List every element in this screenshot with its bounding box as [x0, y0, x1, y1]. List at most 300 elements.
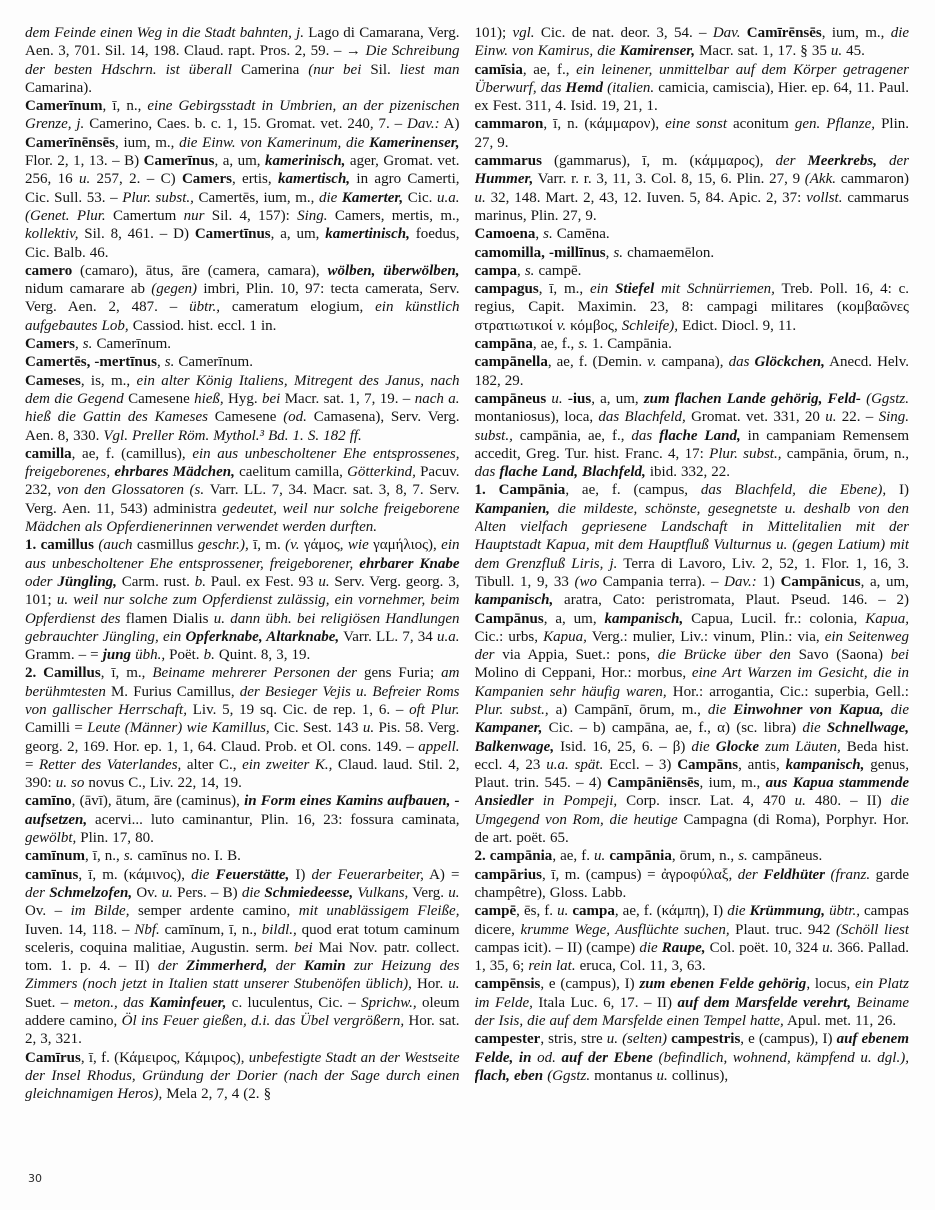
text-run: cammaron) [836, 171, 909, 188]
text-run: Plaut. truc. 942 [729, 921, 836, 938]
text-run: od. [531, 1049, 562, 1066]
text-run: Sil. 8, 461. – D) [78, 226, 195, 243]
text-run: Camerīnum [25, 98, 103, 115]
text-run: Stiefel [615, 281, 655, 298]
text-run: Beiname mehrerer Personen der [152, 665, 364, 682]
text-run: campa [572, 903, 615, 920]
text-run: bei [294, 939, 313, 956]
text-run: ein [589, 281, 616, 298]
text-run: , a, um, [543, 610, 605, 627]
text-run: garde champêtre), Gloss. Labb. [474, 866, 909, 901]
text-run: cammaron [474, 116, 544, 133]
text-run: s. [524, 262, 535, 279]
text-run: camīnus no. I. B. [133, 848, 241, 865]
text-run: eine Art Warzen im Gesicht, die in Kampanien sehr häufig waren, [474, 665, 909, 700]
text-run: Beiname der Isis, die auf dem Marsfelde einen Tempel hatte, [474, 994, 909, 1030]
text-run: nur [183, 207, 212, 224]
text-run: 1. camillus [25, 537, 94, 554]
text-run: gedeutet, weil nur solche freigeborene Mädchen als Opferdienerinnen verwendet werden durften. [25, 500, 460, 536]
text-run: 480. – II) [805, 793, 891, 810]
text-run: der [877, 153, 909, 170]
text-run: campestris [671, 1031, 741, 1048]
text-run: Camers, mertis, m., [327, 207, 460, 224]
text-run: , [535, 226, 544, 243]
text-run: s. [613, 244, 624, 261]
text-run: (wo [574, 573, 603, 590]
text-run: cammarus marinus, Plin. 27, 9. [474, 189, 909, 224]
text-run: (italien. [607, 79, 655, 96]
dictionary-entry [475, 280, 910, 335]
text-run: dem Feinde einen Weg in die Stadt bahnten, j. [25, 25, 309, 41]
dictionary-entry [475, 115, 910, 152]
text-run: Camertēs, -mertīnus [25, 354, 157, 371]
text-run: Mai Nov. patr. collect. tom. 1. p. 4. – II) [25, 939, 460, 975]
dictionary-entry [475, 1030, 910, 1085]
text-run: das [728, 354, 755, 371]
text-run: , e (campus), I) [540, 976, 640, 993]
text-run: Opferknabe, Altarknabe, [185, 628, 340, 645]
text-run: montaniosus), loca, [474, 409, 599, 426]
text-run: Kapua, [865, 610, 909, 627]
dictionary-entry [475, 481, 910, 847]
text-run: Pis. 58. Verg. georg. 2, 169. Hor. ep. 1, 1, 64. Claud. Prob. et Ol. cons. 149. – [25, 720, 460, 755]
text-run: , ae, f., [532, 336, 579, 353]
text-run: appell. [418, 738, 460, 755]
text-run: γαμήλιος), [373, 537, 442, 554]
text-run: zum flachen Lande gehörig, Feld- [643, 390, 861, 407]
text-run: hieß, [194, 390, 224, 407]
text-run: , ēs, f. [516, 903, 558, 920]
text-run: campa [474, 262, 517, 279]
text-run: Camesene [128, 390, 195, 407]
text-run: Varr. LL. 7, 34 [339, 628, 437, 645]
text-run: Camerīnēnsēs [25, 134, 115, 151]
text-run: genus, Plaut. trin. 545. – 4) [474, 756, 909, 792]
text-run: camīnum [25, 848, 85, 865]
text-run: 1) [756, 573, 781, 590]
dictionary-entry [475, 866, 910, 903]
text-run: Campagna (di Roma), Porphyr. Hor. de art. poët. 65. [474, 811, 909, 847]
text-run: , ī, n. (κάμμαρον), [543, 116, 666, 133]
text-run: , ī, n., [102, 98, 148, 115]
dictionary-entry [475, 61, 910, 116]
text-run: ein leinener, unmittelbar auf dem Körper getragener Überwurf, das [474, 61, 909, 96]
text-run: , ī, m., [538, 281, 590, 298]
text-run: ibid. 332, 22. [645, 464, 731, 481]
text-run: die [707, 701, 734, 718]
text-run: A) = [423, 866, 460, 883]
text-run: bei [890, 647, 909, 664]
right-column [475, 24, 910, 1164]
text-run: Plur. subst., [122, 189, 194, 206]
text-run: mit unablässigem Fleiße, [298, 903, 460, 920]
text-run: Schnellwage, Balkenwage, [474, 720, 909, 755]
text-run: auf ebenem Felde, in [474, 1031, 909, 1066]
dictionary-entry [25, 353, 460, 371]
text-run: Camerīnus [143, 153, 215, 170]
text-run: die [727, 903, 750, 920]
text-run: Dav. [712, 25, 741, 41]
text-run: , e (campus), I) [740, 1031, 837, 1048]
text-run: Vulkans, [357, 884, 409, 901]
text-run: Sil. 4, 157): [211, 207, 298, 224]
text-run: Retter des Vaterlandes, [39, 756, 182, 773]
text-run: der [737, 866, 764, 883]
text-run: Kampanien, [474, 500, 550, 517]
text-run: Treb. Poll. 16, 4: c. regius, Capit. Maximin. 23, 8: campagi militares (κομβαῶνες στρατιωτικοί [474, 281, 909, 334]
text-run: Hyg. [223, 390, 263, 407]
text-run: , ium, m., [115, 134, 180, 151]
text-run: Camēna. [552, 226, 610, 243]
text-run: die [191, 866, 216, 883]
text-run: Campania terra). – [602, 573, 725, 590]
text-run: -ius [567, 390, 592, 407]
text-run: wie [347, 537, 374, 554]
text-run: Poët. [165, 647, 204, 664]
text-run: flache Land, [659, 427, 741, 444]
text-run: Camasena), Serv. Verg. Aen. 8, 330. [25, 409, 460, 444]
text-run: u. dann übh. bei religiösen Handlungen gebrauchter Jüngling, ein [25, 610, 460, 645]
text-run: montanus [590, 1067, 657, 1084]
text-run: cameratum elogium, [219, 299, 376, 316]
text-run: flamen Dialis [125, 610, 214, 627]
dictionary-entry [25, 536, 460, 664]
dictionary-entry [475, 335, 910, 353]
dictionary-entry [25, 335, 460, 353]
text-run: campagus [474, 281, 539, 298]
text-run: die [802, 720, 827, 737]
text-run: u. [794, 793, 806, 810]
text-run: nach a. hieß die Gattin des Kameses [25, 390, 460, 426]
text-run: , ae, f. [552, 848, 595, 865]
text-run: M. Furius Camillus, [110, 683, 240, 700]
text-run: , ae, f. (campus, [565, 482, 701, 499]
text-run: Campānicus [780, 573, 861, 590]
text-run: Camīrus [25, 1049, 81, 1066]
text-run: campārius [474, 866, 542, 883]
text-run: Pacuv. 232, [25, 464, 460, 499]
text-run: u. [318, 573, 330, 590]
text-run: Terra di Lavoro, Liv. 2, 52, 1. Flor. 1, 16, 3. Tibull. 1, 9, 33 [474, 555, 909, 590]
text-run: v. [556, 317, 567, 334]
text-run: collinus), [667, 1067, 729, 1084]
text-run: = [25, 756, 39, 773]
text-run: Savo (Saona) [798, 647, 891, 664]
text-run: ager, Gromat. vet. 256, 16 [25, 153, 460, 188]
text-run: eruca, Col. 11, 3, 63. [575, 958, 706, 975]
text-run: Schmelzofen, [49, 884, 133, 901]
text-run: kampanisch, [474, 592, 554, 609]
text-run: Cic. de nat. deor. 3, 54. – [534, 25, 713, 41]
text-run: u.a. spät. [546, 756, 604, 773]
text-run: Glocke [715, 738, 760, 755]
text-run: 32, 148. Mart. 2, 43, 12. Iuven. 5, 84. Apic. 2, 37: [485, 189, 807, 206]
text-run: u. [656, 1067, 668, 1084]
text-run: Kapua, [543, 628, 587, 645]
text-run: campānella [474, 354, 548, 371]
text-run: Corp. inscr. Lat. 4, 470 [617, 793, 795, 810]
text-run: die Einw. von Kamirus, die [474, 25, 909, 60]
text-run: b. [203, 647, 215, 664]
text-run: Jüngling, [57, 573, 117, 590]
text-run: , (āvī), ātum, āre (caminus), [71, 793, 245, 810]
text-run: , a, um, [270, 226, 326, 243]
text-run: Serv. Verg. georg. 3, 101; [25, 573, 460, 609]
text-run: Iuven. 14, 118. – [25, 921, 135, 938]
text-run: , ae, f. (κάμπη), I) [614, 903, 728, 920]
text-run: aconitum [733, 116, 795, 133]
text-run: das [631, 427, 660, 444]
text-run: Camilli = [25, 720, 88, 737]
text-run: , ium, m., [821, 25, 891, 41]
text-run: 45. [842, 43, 865, 60]
text-run: Cic. Sest. 143 [269, 720, 363, 737]
text-run: , antis, [738, 756, 786, 773]
text-run: Macr. sat. 1, 17. § 35 [695, 43, 831, 60]
text-run: im Bilde, [70, 903, 130, 920]
text-run: ein aus unbescholtener Ehe entsprossenes, freigeborenes, [25, 445, 460, 481]
text-run: s. [578, 336, 588, 353]
text-run: (v. [285, 537, 304, 554]
text-run: Camoena [474, 226, 536, 243]
text-run: , a, um, [214, 153, 265, 170]
text-run: (auch [98, 537, 137, 554]
text-run: aratra, Cato: peristromata, Plaut. Pseud. 146. – 2) [553, 592, 909, 609]
text-run: Plur. subst., [709, 445, 782, 462]
text-run: Cic.: urbs, [474, 628, 544, 645]
text-run: 1. Campānia. [587, 336, 672, 353]
text-run: Camerīnum. [174, 354, 253, 371]
text-run: u. [448, 884, 460, 901]
text-run: Schmiedeesse, [264, 884, 354, 901]
text-run: übtr., [825, 903, 860, 920]
dictionary-entry [475, 244, 910, 262]
dictionary-entry [475, 152, 910, 225]
text-run: Götterkind, [347, 464, 416, 481]
text-run: Cic. [403, 189, 437, 206]
text-run: u. [551, 390, 563, 407]
text-run: Gramm. – = [25, 647, 103, 664]
text-run: ehrbarer Knabe [359, 555, 460, 572]
text-run: , stris, stre [540, 1031, 607, 1048]
text-run: Lago di Camarana, Verg. Aen. 3, 701. Sil. 14, 198. Claud. rapt. Pros. 2, 59. – → [25, 25, 460, 60]
text-run: , ī, m. (κάμινος), [78, 866, 192, 883]
text-run: campas dicere, [474, 903, 909, 938]
text-run: ein aus unbescholtener Ehe entsprossener, freigeborener, [25, 537, 460, 572]
text-run: Apul. met. 11, 26. [783, 1013, 897, 1030]
text-run: Verg.: mulier, Liv.: vinum, Plin.: via, [586, 628, 825, 645]
text-run: rein lat. [528, 958, 576, 975]
dictionary-entry [475, 902, 910, 975]
text-run: Molino di Ceppani, Hor.: morbus, [474, 665, 692, 682]
text-run: , is, m., [80, 372, 137, 389]
text-run: aus Kapua stammende Ansiedler [474, 775, 909, 810]
text-run: campēnsis [474, 976, 541, 993]
text-run: nidum camarare ab [25, 281, 152, 298]
text-run: I) [886, 482, 909, 499]
text-run: die Umgegend von Rom, die heutige [474, 793, 909, 828]
text-run: campana), [656, 354, 729, 371]
text-run: u.a. [437, 628, 460, 645]
text-run: Kamerter, [341, 189, 404, 206]
text-run: Nbf. [134, 921, 160, 938]
text-run: übh., [135, 647, 166, 664]
dictionary-entry [25, 97, 460, 262]
text-run: u. [362, 720, 375, 737]
text-run: campānia, ōrum, n., [781, 445, 909, 462]
text-run: Sprichw., [361, 994, 417, 1011]
text-run: Varr. LL. 7, 34. Macr. sat. 3, 8, 7. Serv. Verg. Aen. 11, 543) administra [25, 482, 460, 517]
text-run: Edict. Diocl. 9, 11. [678, 317, 797, 334]
text-run: kamertinisch, [325, 226, 410, 243]
text-run: Kamerinenser, [369, 134, 460, 151]
dictionary-entry [25, 847, 460, 865]
text-run: Dav.: [406, 116, 440, 133]
text-run: Claud. laud. Stil. 2, 390: [25, 756, 460, 792]
text-run: auf der Ebene [561, 1049, 653, 1066]
text-run: Kamirenser, [619, 43, 696, 60]
text-run: Hor. sat. 2, 3, 321. [25, 1013, 460, 1048]
text-run: a) Campānī, ōrum, m., [548, 701, 708, 718]
text-run: u. [161, 884, 173, 901]
text-run: Einwohner von Kapua, [733, 701, 884, 718]
text-run: I) [289, 866, 312, 883]
dictionary-entry [475, 225, 910, 243]
text-run: Campāns [677, 756, 739, 773]
text-run: liest man [399, 61, 460, 78]
text-run: flach, eben [474, 1067, 544, 1084]
text-run: Hor. [411, 976, 449, 993]
text-run: Plin. 27, 9. [474, 116, 909, 151]
text-run: Raupe, [661, 939, 706, 956]
text-run: A) [439, 116, 460, 133]
text-run: bei [262, 390, 281, 407]
text-run: u. [822, 939, 834, 956]
text-run: u. [448, 976, 460, 993]
text-run: die [883, 701, 909, 718]
text-run: 2. campānia [474, 848, 553, 865]
dictionary-entry [25, 1049, 460, 1104]
text-run: die [691, 738, 716, 755]
text-run: ī, m. [248, 537, 286, 554]
text-run: campē. [534, 262, 582, 279]
text-run: Carm. rust. [116, 573, 195, 590]
text-run: am berühmtesten [25, 665, 460, 700]
text-run: , ae, f. (Demin. [547, 354, 648, 371]
text-run: Campānus [474, 610, 544, 627]
text-run: Vgl. Preller Röm. Mythol.³ Bd. 1. S. 182 ff. [103, 427, 362, 444]
text-run: Camertīnus [194, 226, 271, 243]
text-run: alter C., [181, 756, 243, 773]
text-run: Glöckchen, [754, 354, 825, 371]
text-run: , ōrum, n., [671, 848, 739, 865]
text-run: semper ardente camino, [129, 903, 299, 920]
dictionary-entry [475, 262, 910, 280]
page-number: 30 [28, 1172, 42, 1185]
text-run: übtr., [189, 299, 220, 316]
text-run: ein zweiter K., [242, 756, 333, 773]
dictionary-entry [475, 975, 910, 1030]
text-run: camilla [25, 445, 72, 462]
text-run: campāneus [474, 390, 547, 407]
text-run: u. so [55, 775, 85, 792]
text-run: Itala Luc. 6, 17. – II) [532, 994, 678, 1011]
text-run: c. luculentus, Cic. – [226, 994, 362, 1011]
text-run: ehrbares Mädchen, [114, 464, 235, 481]
text-run: u. (selten) [606, 1031, 668, 1048]
text-run: chamaemēlon. [623, 244, 715, 261]
text-run: die mildeste, schönste, gesegnetste u. deshalb von den Alten vielfach gepriesene Landschaft in Mittelitalien mit der Hauptstadt Kapua, mit dem Hauptfluß Vulturnus u. (gegen Latium) mit dem Grenzfluß Liris, j. [474, 500, 909, 572]
text-run: (nur bei [308, 61, 371, 78]
text-run: (od. [283, 409, 314, 426]
text-run: zum ebenen Felde gehörig [639, 976, 807, 993]
text-run: camīnus [25, 866, 79, 883]
text-run: Campāniēnsēs [606, 775, 700, 792]
text-run: die Brücke über den [657, 647, 799, 664]
text-run: Eccl. – 3) [603, 756, 678, 773]
text-run: Ov. [132, 884, 162, 901]
text-run: b. [194, 573, 206, 590]
text-run: , locus, [806, 976, 856, 993]
text-run: novus C., Liv. 22, 14, 19. [84, 775, 242, 792]
text-run: quod erat totum caminum sceleris, coquina malitiae, Augustin. serm. [25, 921, 460, 956]
text-run: campānia [609, 848, 672, 865]
text-run: oleum addere camino, [25, 994, 460, 1030]
text-run: , ae, f. (camillus), [71, 445, 193, 462]
text-run: kampanisch, [785, 756, 865, 773]
text-run: campāneus. [747, 848, 823, 865]
dictionary-entry [25, 664, 460, 792]
text-run: der Besieger Vejis u. Befreier Roms von gallischer Herrschaft, [25, 683, 460, 718]
text-run: 101); [474, 25, 513, 41]
text-run: flache Land, Blachfeld, [499, 464, 646, 481]
text-run: , a, um, [591, 390, 644, 407]
text-run: gen. Pflanze, [794, 116, 876, 133]
text-run: κόμβος, [566, 317, 622, 334]
text-run: Öl ins Feuer gießen, d.i. das Übel vergrößern, [121, 1013, 405, 1030]
text-run: Meerkrebs, [807, 153, 878, 170]
text-run: vgl. [512, 25, 535, 41]
text-run: Anecd. Helv. 182, 29. [474, 354, 909, 389]
text-run: Dav.: [724, 573, 757, 590]
text-run: ein künstlich aufgebautes Lob, [25, 299, 460, 334]
text-run: (gegen) [151, 281, 198, 298]
text-run: Die Schreibung der besten Hdschrn. ist überall [25, 43, 460, 78]
text-run: wölben, überwölben, [327, 262, 460, 279]
text-run: campāna [474, 336, 533, 353]
text-run: Cassiod. hist. eccl. 1 in. [128, 317, 277, 334]
text-run: casmillus [136, 537, 198, 554]
text-run: Pers. – B) [172, 884, 242, 901]
text-run: Camarina). [25, 79, 93, 96]
text-run: zum Läuten, [759, 738, 841, 755]
text-run: in Form eines Kamins aufbauen, -aufsetzen, [25, 793, 460, 828]
text-run: s. [123, 848, 134, 865]
text-run: cammarus [474, 153, 542, 170]
text-run: oft Plur. [409, 701, 460, 718]
text-run: Verg. [408, 884, 449, 901]
text-run: , ī, n., [85, 848, 124, 865]
text-run: camīno [25, 793, 72, 810]
text-run: Hemd [565, 79, 604, 96]
text-run: Gromat. vet. 331, 20 [685, 409, 826, 426]
text-run: Plur. subst., [474, 701, 549, 718]
text-run: u. [78, 171, 91, 188]
text-run: , ī, m., [100, 665, 153, 682]
text-run: (Ggstz. [866, 390, 909, 407]
text-run: Suet. – [25, 994, 74, 1011]
text-run: u. [474, 189, 486, 206]
